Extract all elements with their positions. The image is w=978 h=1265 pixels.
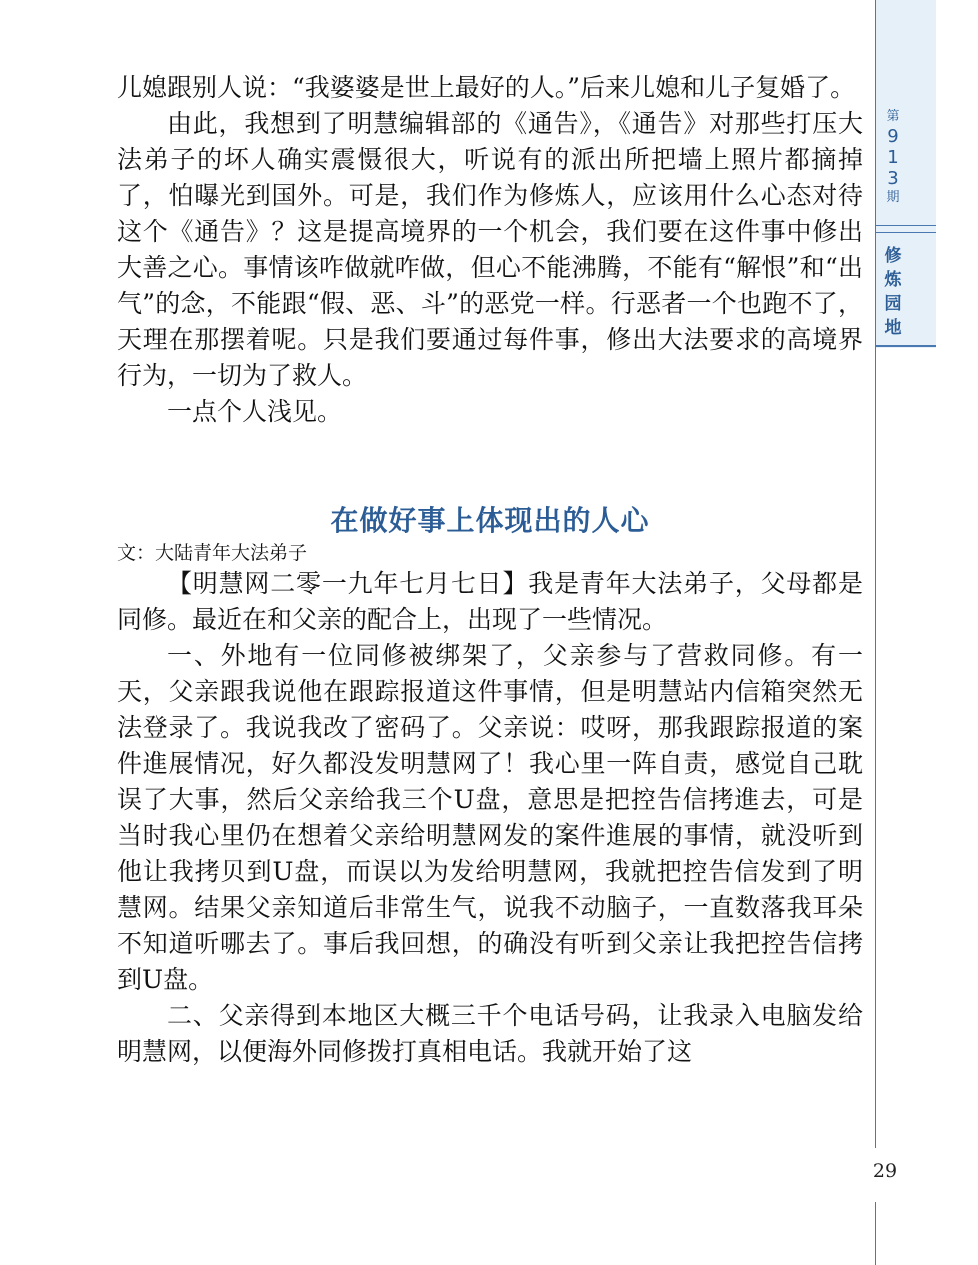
issue-digit-2: 1 bbox=[887, 147, 899, 168]
paragraph: 儿媳跟别人说：“我婆婆是世上最好的人。”后来儿媳和儿子复婚了。 bbox=[117, 73, 856, 102]
paragraph: 一、外地有一位同修被绑架了，父亲参与了营救同修。有一天，父亲跟我说他在跟踪报道这件事情，但是明慧站内信箱突然无法登录了。我说我改了密码了。父亲说：哎呀，那我跟踪报道的案件進展情况，好久都没发明慧网了！我心里一阵自责，感觉自己耽误了大事，然后父亲给我三个U盘，意思是把控告信拷進去，可是当时我心里仍在想着父亲给明慧网发的案件進展的事情，就没听到他让我拷贝到U盘，而误以为发给明慧网，我就把控告信发到了明慧网。结果父亲知道后非常生气，说我不动脑子，一直数落我耳朵不知道听哪去了。事后我回想，的确没有听到父亲让我把控告信拷到U盘。 bbox=[117, 641, 863, 994]
issue-digit-3: 3 bbox=[887, 168, 899, 189]
section-char: 地 bbox=[884, 318, 902, 338]
paragraph: 由此，我想到了明慧编辑部的《通告》，《通告》对那些打压大法弟子的坏人确实震慑很大，听说有的派出所把墙上照片都摘掉了，怕曝光到国外。可是，我们作为修炼人，应该用什么心态对待这个《通告》？这是提高境界的一个机会，我们要在这件事中修出大善之心。事情该咋做就咋做，但心不能沸腾，不能有“解恨”和“出气”的念，不能跟“假、恶、斗”的恶党一样。行恶者一个也跑不了，天理在那摆着呢。只是我们要通过每件事，修出大法要求的高境界行为，一切为了救人。 bbox=[117, 109, 863, 390]
article-author: 文：大陆青年大法弟子 bbox=[117, 542, 308, 564]
section-char: 园 bbox=[884, 294, 902, 314]
article-title: 在做好事上体现出的人心 bbox=[330, 504, 650, 537]
paragraph: 二、父亲得到本地区大概三千个电话号码，让我录入电脑发给明慧网，以便海外同修拨打真相电话。我就开始了这 bbox=[117, 1001, 863, 1066]
section-char: 炼 bbox=[884, 270, 902, 290]
sidebar-divider bbox=[876, 232, 936, 233]
page-content bbox=[117, 70, 863, 1070]
paragraph: 【明慧网二零一九年七月七日】我是青年大法弟子，父母都是同修。最近在和父亲的配合上，出现了一些情况。 bbox=[117, 569, 863, 634]
section-label bbox=[876, 244, 910, 340]
section-char: 修 bbox=[884, 246, 902, 266]
issue-digit-1: 9 bbox=[887, 126, 899, 147]
margin-rule-bottom bbox=[875, 1202, 876, 1265]
paragraph: 一点个人浅见。 bbox=[167, 397, 343, 426]
issue-prefix: 第 bbox=[886, 109, 900, 124]
sidebar-divider bbox=[876, 345, 936, 347]
section-gap bbox=[117, 430, 863, 502]
issue-suffix: 期 bbox=[886, 190, 900, 205]
issue-label bbox=[876, 108, 910, 207]
sidebar-divider bbox=[876, 225, 936, 226]
page-number: 29 bbox=[872, 1160, 898, 1182]
